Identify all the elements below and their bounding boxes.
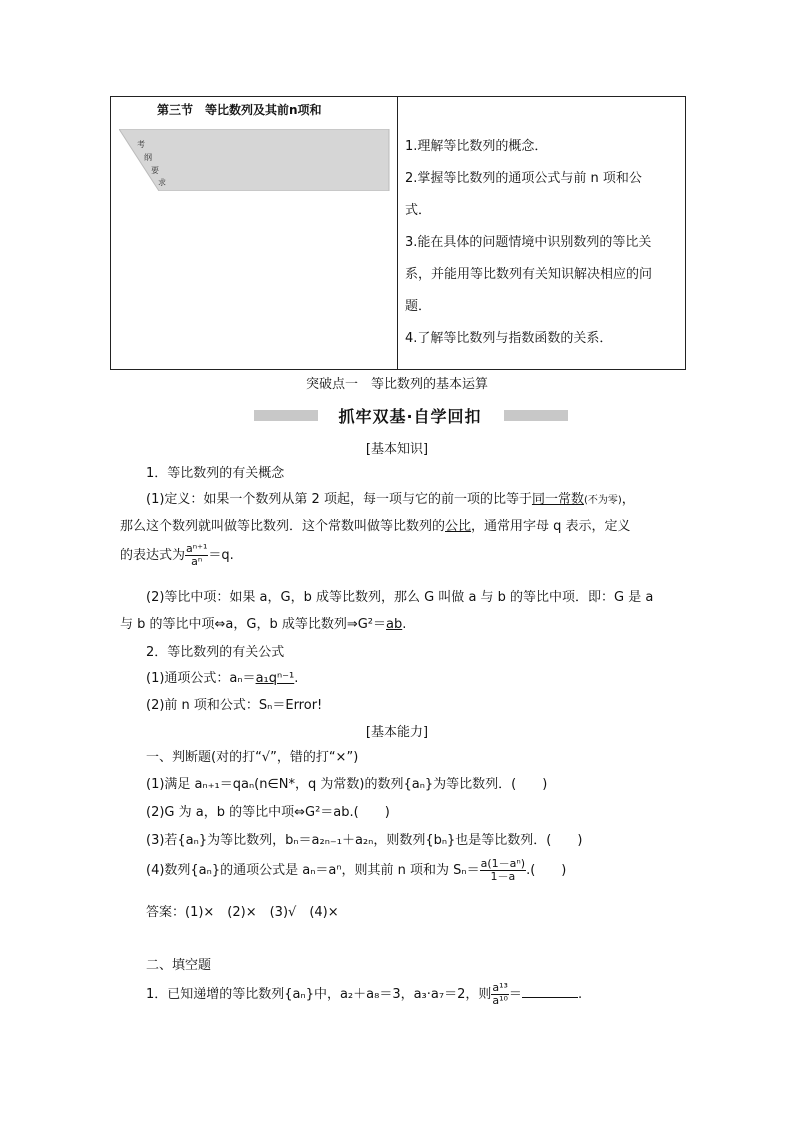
definition-text: 那么这个数列就叫做等比数列．这个常数叫做等比数列的 [120,519,446,534]
underlined-term: ab [386,617,403,632]
definition-text: (1)定义：如果一个数列从第 2 项起，每一项与它的前一项的比等于 [146,492,532,507]
requirement-line: 4.了解等比数列与指数函数的关系． [405,331,613,346]
question-text: . [577,987,583,1002]
judge-q4 [146,858,566,883]
general-term-formula [146,667,298,686]
section-banner [254,406,568,424]
banner-text: 抓牢双基·自学回扣 [338,407,482,426]
fraction-denominator: a¹⁰ [492,994,508,1007]
req-char-4: 求 [158,178,166,187]
judge-q1: (1)满足 aₙ₊₁＝qaₙ(n∈N*，q 为常数)的数列{aₙ}为等比数列．( ) [146,777,548,792]
basic-ability-heading: [基本能力] [365,725,429,740]
definition-line-2 [120,515,631,534]
geometric-mean-line-1: (2)等比中项：如果 a，G，b 成等比数列，那么 G 叫做 a 与 b 的等比中项．即：G 是 a [146,590,654,605]
judge-title: 一、判断题(对的打“√”，错的打“×”) [146,750,359,765]
ratio-fraction [491,982,509,1007]
definition-text: 的表达式为 [120,548,186,563]
judge-q2: (2)G 为 a，b 的等比中项⇔G²＝ab.( ) [146,805,390,820]
formula-text: (1)通项公式：aₙ＝ [146,671,256,686]
sum-formula: (2)前 n 项和公式：Sₙ＝Error! [146,698,323,713]
table-divider [397,97,398,369]
definition-text: ＝q. [208,548,234,563]
banner-bar-left [254,410,318,421]
fraction-numerator: a(1－aⁿ) [480,857,526,870]
requirement-line: 式． [405,203,432,218]
ratio-fraction [185,543,208,568]
requirement-line: 系，并能用等比数列有关知识解决相应的问 [405,267,653,282]
note-text: (不为零) [583,495,622,506]
underlined-term: 同一常数 [531,492,584,507]
definition-line-3 [120,543,234,568]
header-table [110,96,686,370]
mean-text: 与 b 的等比中项⇔a，G，b 成等比数列⇒G²＝ [120,617,387,632]
fraction-denominator: 1－a [490,870,516,883]
requirement-line: 3.能在具体的问题情境中识别数列的等比关 [405,235,652,250]
fill-title: 二、填空题 [146,958,212,973]
judge-q3: (3)若{aₙ}为等比数列，bₙ＝a₂ₙ₋₁＋a₂ₙ，则数列{bₙ}也是等比数列．( ) [146,833,583,848]
question-text: 1．已知递增的等比数列{aₙ}中，a₂＋a₈＝3，a₃·a₇＝2，则 [146,987,492,1002]
section-title: 第三节 等比数列及其前n项和 [157,103,322,117]
item1-title: 1．等比数列的有关概念 [146,466,285,481]
definition-text: ， [621,492,635,507]
underlined-term: a₁qⁿ⁻¹ [255,671,295,686]
fraction-numerator: a¹³ [492,981,508,994]
question-text: .( ) [526,863,567,878]
point-title: 突破点一 等比数列的基本运算 [305,377,488,392]
question-text: (4)数列{aₙ}的通项公式是 aₙ＝aⁿ，则其前 n 项和为 Sₙ＝ [146,863,480,878]
definition-text: ，通常用字母 q 表示，定义 [471,519,631,534]
answer-blank [522,985,578,998]
banner-bar-right [504,410,568,421]
basic-knowledge-heading: [基本知识] [365,442,429,457]
requirements-list [405,131,681,355]
question-text: ＝ [508,987,522,1002]
sum-fraction [480,858,526,883]
answer-line: 答案：(1)× (2)× (3)√ (4)× [146,905,339,920]
fraction-denominator: aⁿ [191,555,203,568]
fill-q1 [146,982,582,1007]
geometric-mean-line-2 [120,613,406,632]
requirement-line: 2.掌握等比数列的通项公式与前 n 项和公 [405,171,642,186]
definition-line-1 [146,488,635,507]
item2-title: 2．等比数列的有关公式 [146,645,285,660]
mean-text: . [402,617,407,632]
underlined-term: 公比 [445,519,472,534]
req-char-1: 考 [137,140,145,149]
req-char-2: 纲 [144,153,152,162]
req-char-3: 要 [151,166,159,175]
fraction-numerator: aⁿ⁺¹ [186,542,208,555]
requirement-line: 题． [405,299,432,314]
requirement-line: 1.理解等比数列的概念． [405,139,548,154]
formula-text: . [294,671,299,686]
